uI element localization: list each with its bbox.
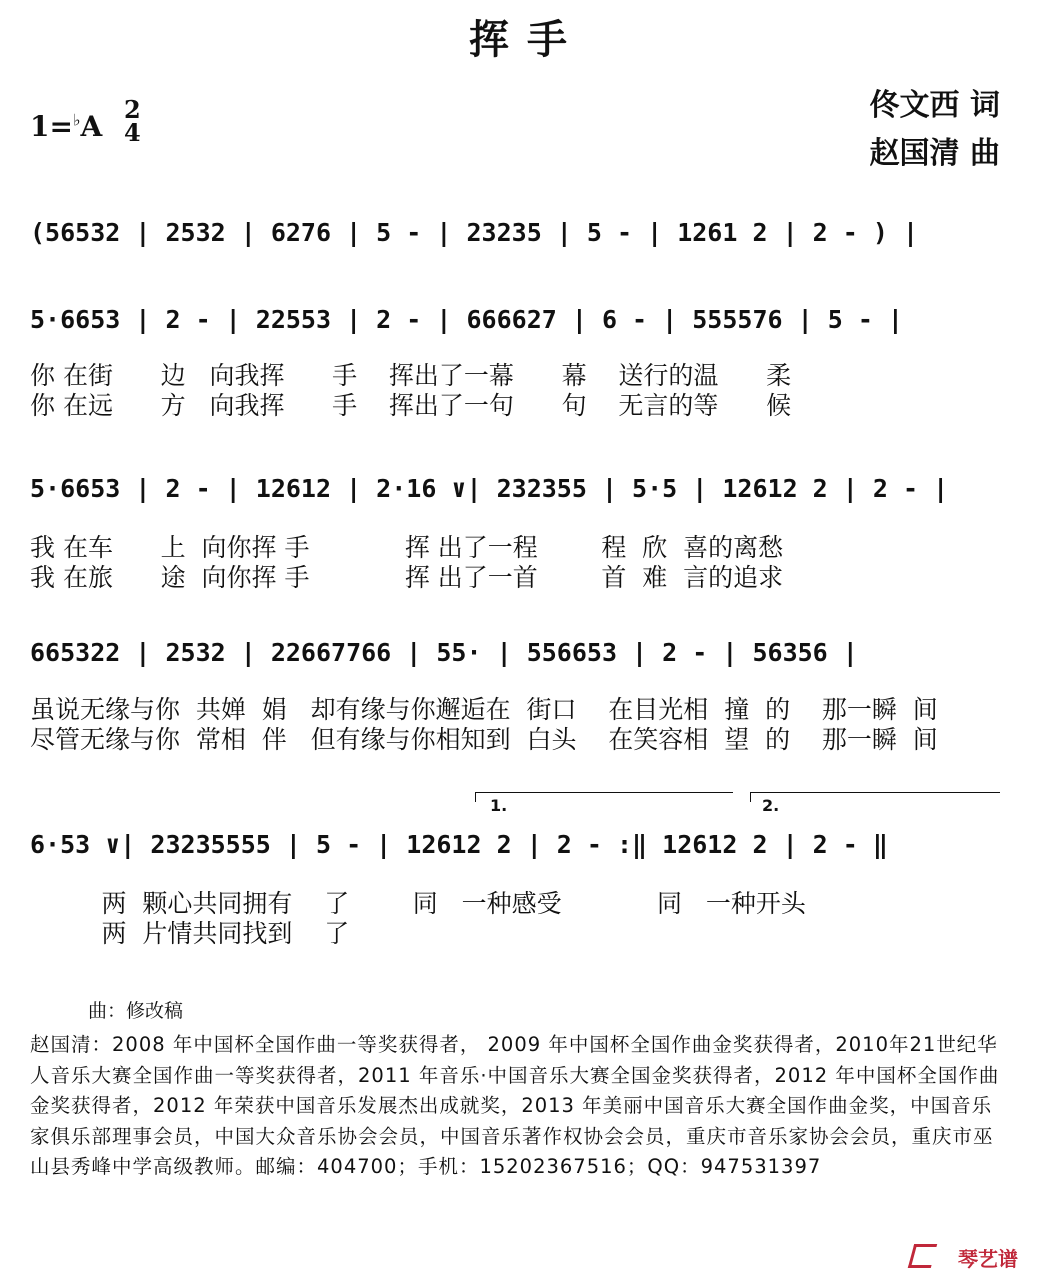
composer-credit: 赵国清 曲 [869, 136, 1000, 171]
key-prefix: 1= [30, 110, 73, 143]
score-row-3-lyric-1: 我 在车 上 向你挥 手 挥 出了一程 程 欣 喜的离愁 [30, 533, 784, 562]
time-signature-top: 2 [124, 95, 141, 124]
song-title: 挥 手 [469, 17, 569, 63]
lyricist-credit: 佟文西 词 [869, 88, 1000, 123]
time-signature [124, 95, 141, 147]
score-row-4-lyric-2: 尽管无缘与你 常相 伴 但有缘与你相知到 白头 在笑容相 望 的 那一瞬 间 [30, 725, 938, 754]
score-row-4-lyric-1: 虽说无缘与你 共婵 娟 却有缘与你邂逅在 街口 在目光相 撞 的 那一瞬 间 [30, 695, 938, 724]
score-row-2-music: 5·6653 | 2 - | 22553 | 2 - | 666627 | 6 - | 555576 | 5 - | [30, 305, 903, 334]
score-row-5-music: 6·53 ∨| 23235555 | 5 - | 12612 2 | 2 - :‖ 12612 2 | 2 - ‖ [30, 830, 888, 859]
flat-sign: ♭ [72, 110, 81, 130]
score-row-1-music: (56532 | 2532 | 6276 | 5 - | 23235 | 5 - | 1261 2 | 2 - ) | [30, 218, 919, 247]
first-ending-bracket [475, 792, 733, 793]
revision-note: 曲：修改稿 [88, 1000, 184, 1022]
watermark-logo-icon [908, 1244, 937, 1268]
score-row-3-lyric-2: 我 在旅 途 向你挥 手 挥 出了一首 首 难 言的追求 [30, 563, 784, 592]
first-ending-number: 1. [490, 796, 508, 815]
watermark-text: 琴艺谱 [958, 1247, 1018, 1271]
second-ending-number: 2. [762, 796, 780, 815]
score-row-2-lyric-1: 你 在街 边 向我挥 手 挥出了一幕 幕 送行的温 柔 [30, 361, 792, 390]
score-row-2-lyric-2: 你 在远 方 向我挥 手 挥出了一句 句 无言的等 候 [30, 391, 792, 420]
composer-bio: 赵国清：2008 年中国杯全国作曲一等奖获得者， 2009 年中国杯全国作曲金奖获得者，2010年21世纪华人音乐大赛全国作曲一等奖获得者，2011 年音乐·中国音乐大赛全国金奖获得者，2012 年中国杯全国作曲金奖获得者，2012 年荣获中国音乐发展杰出成就奖，2013 年美丽中国音乐大赛全国作曲金奖，中国音乐家俱乐部理事会员，中国大众音乐协会会员，中国音乐著作权协会会员，重庆市音乐家协会会员，重庆市巫山县秀峰中学高级教师。邮编：404700；手机：15202367516；QQ：947531397 [30, 1033, 1000, 1178]
score-row-5-lyric-1: 两 颗心共同拥有 了 同 一种感受 同 一种开头 [30, 889, 806, 918]
second-ending-bracket [750, 792, 1000, 793]
time-signature-bottom: 4 [124, 118, 141, 147]
score-row-4-music: 665322 | 2532 | 22667766 | 55· | 556653 | 2 - | 56356 | [30, 638, 858, 667]
first-ending-tick [475, 792, 476, 802]
key-note: A [80, 110, 103, 143]
score-row-5-lyric-2: 两 片情共同找到 了 [30, 919, 350, 948]
second-ending-tick [750, 792, 751, 802]
score-row-3-music: 5·6653 | 2 - | 12612 | 2·16 ∨| 232355 | 5·5 | 12612 2 | 2 - | [30, 474, 949, 503]
key-signature [30, 110, 102, 143]
